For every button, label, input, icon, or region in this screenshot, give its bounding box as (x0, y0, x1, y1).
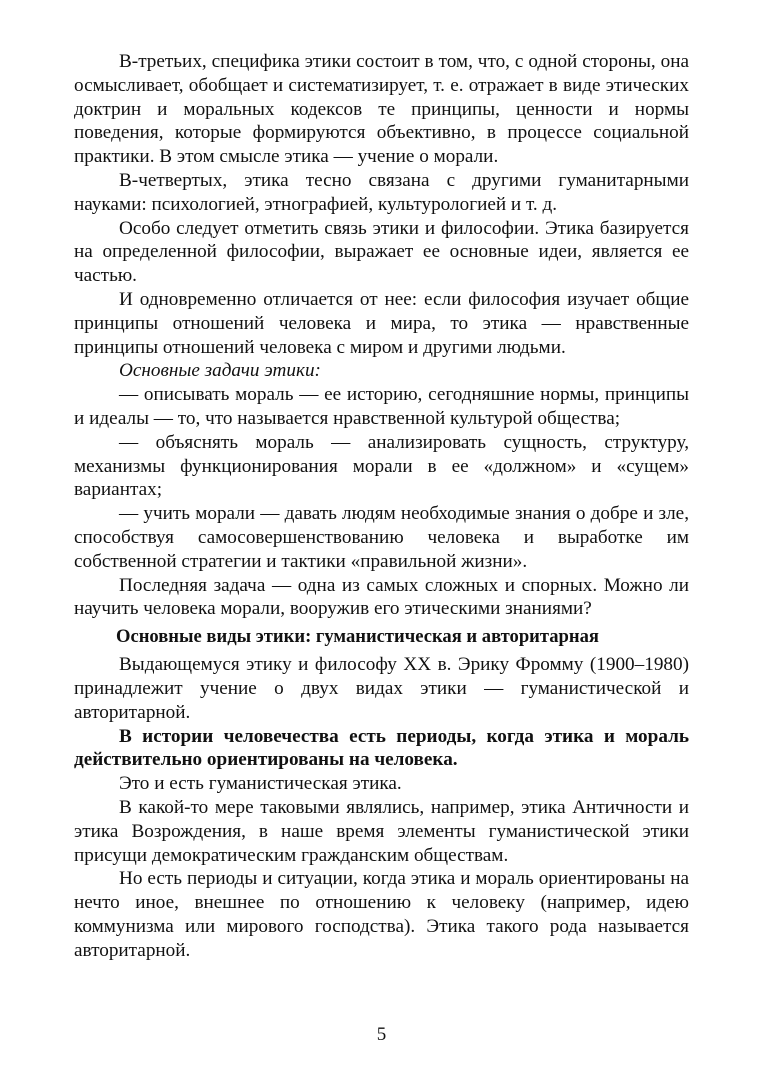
paragraph-last-task: Последняя задача — одна из самых сложных и спорных. Можно ли научить человека морали, вооружив его этическими знаниями? (74, 574, 689, 620)
paragraph-thirdly: В-третьих, специфика этики состоит в том, что, с одной стороны, она осмысливает, обобщает и систематизирует, т. е. отражает в виде этических доктрин и моральных кодексов те принципы, ценности и нормы поведения, которые формируются объективно, в процессе социальной практики. В этом смысле этика — учение о морали. (74, 51, 689, 168)
tasks-subheading: Основные задачи этики: (119, 360, 321, 382)
task-explain: — объяснять мораль — анализировать сущность, структуру, механизмы функционирования морали в ее «должном» и «сущем» вариантах; (74, 431, 689, 501)
paragraph-fromm: Выдающемуся этику и философу XX в. Эрику Фромму (1900–1980) принадлежит учение о двух видах этики — гуманистической и авторитарной. (74, 654, 689, 723)
task-describe: — описывать мораль — ее историю, сегодняшние нормы, принципы и идеалы — то, что называется нравственной культурой общества; (74, 384, 689, 429)
paragraph-humanistic: Это и есть гуманистическая этика. (119, 773, 402, 795)
section-heading: Основные виды этики: гуманистическая и авторитарная (116, 626, 599, 648)
task-teach: — учить морали — давать людям необходимые знания о добре и зле, способствуя самосовершенствованию человека и выработке им собственной стратегии и тактики «правильной жизни». (74, 503, 689, 572)
paragraph-philosophy-link: Особо следует отметить связь этики и философии. Этика базируется на определенной философии, выражает ее основные идеи, является ее частью. (74, 217, 689, 287)
paragraph-history-bold: В истории человечества есть периоды, когда этика и мораль действительно ориентированы на человека. (74, 725, 689, 771)
paragraph-antiquity: В какой-то мере таковыми являлись, например, этика Античности и этика Возрождения, в наше время элементы гуманистической этики присущи демократическим гражданским обществам. (74, 796, 689, 866)
paragraph-fourthly: В-четвертых, этика тесно связана с другими гуманитарными науками: психологией, этнографией, культурологией и т. д. (74, 169, 689, 215)
paragraph-difference: И одновременно отличается от нее: если философия изучает общие принципы отношений человека и мира, то этика — нравственные принципы отношений человека с миром и другими людьми. (74, 288, 689, 358)
paragraph-authoritarian: Но есть периоды и ситуации, когда этика и мораль ориентированы на нечто иное, внешнее по отношению к человеку (например, идею коммунизма или мирового господства). Этика такого рода называется авторитарной. (74, 868, 689, 961)
page-number: 5 (376, 1024, 387, 1045)
